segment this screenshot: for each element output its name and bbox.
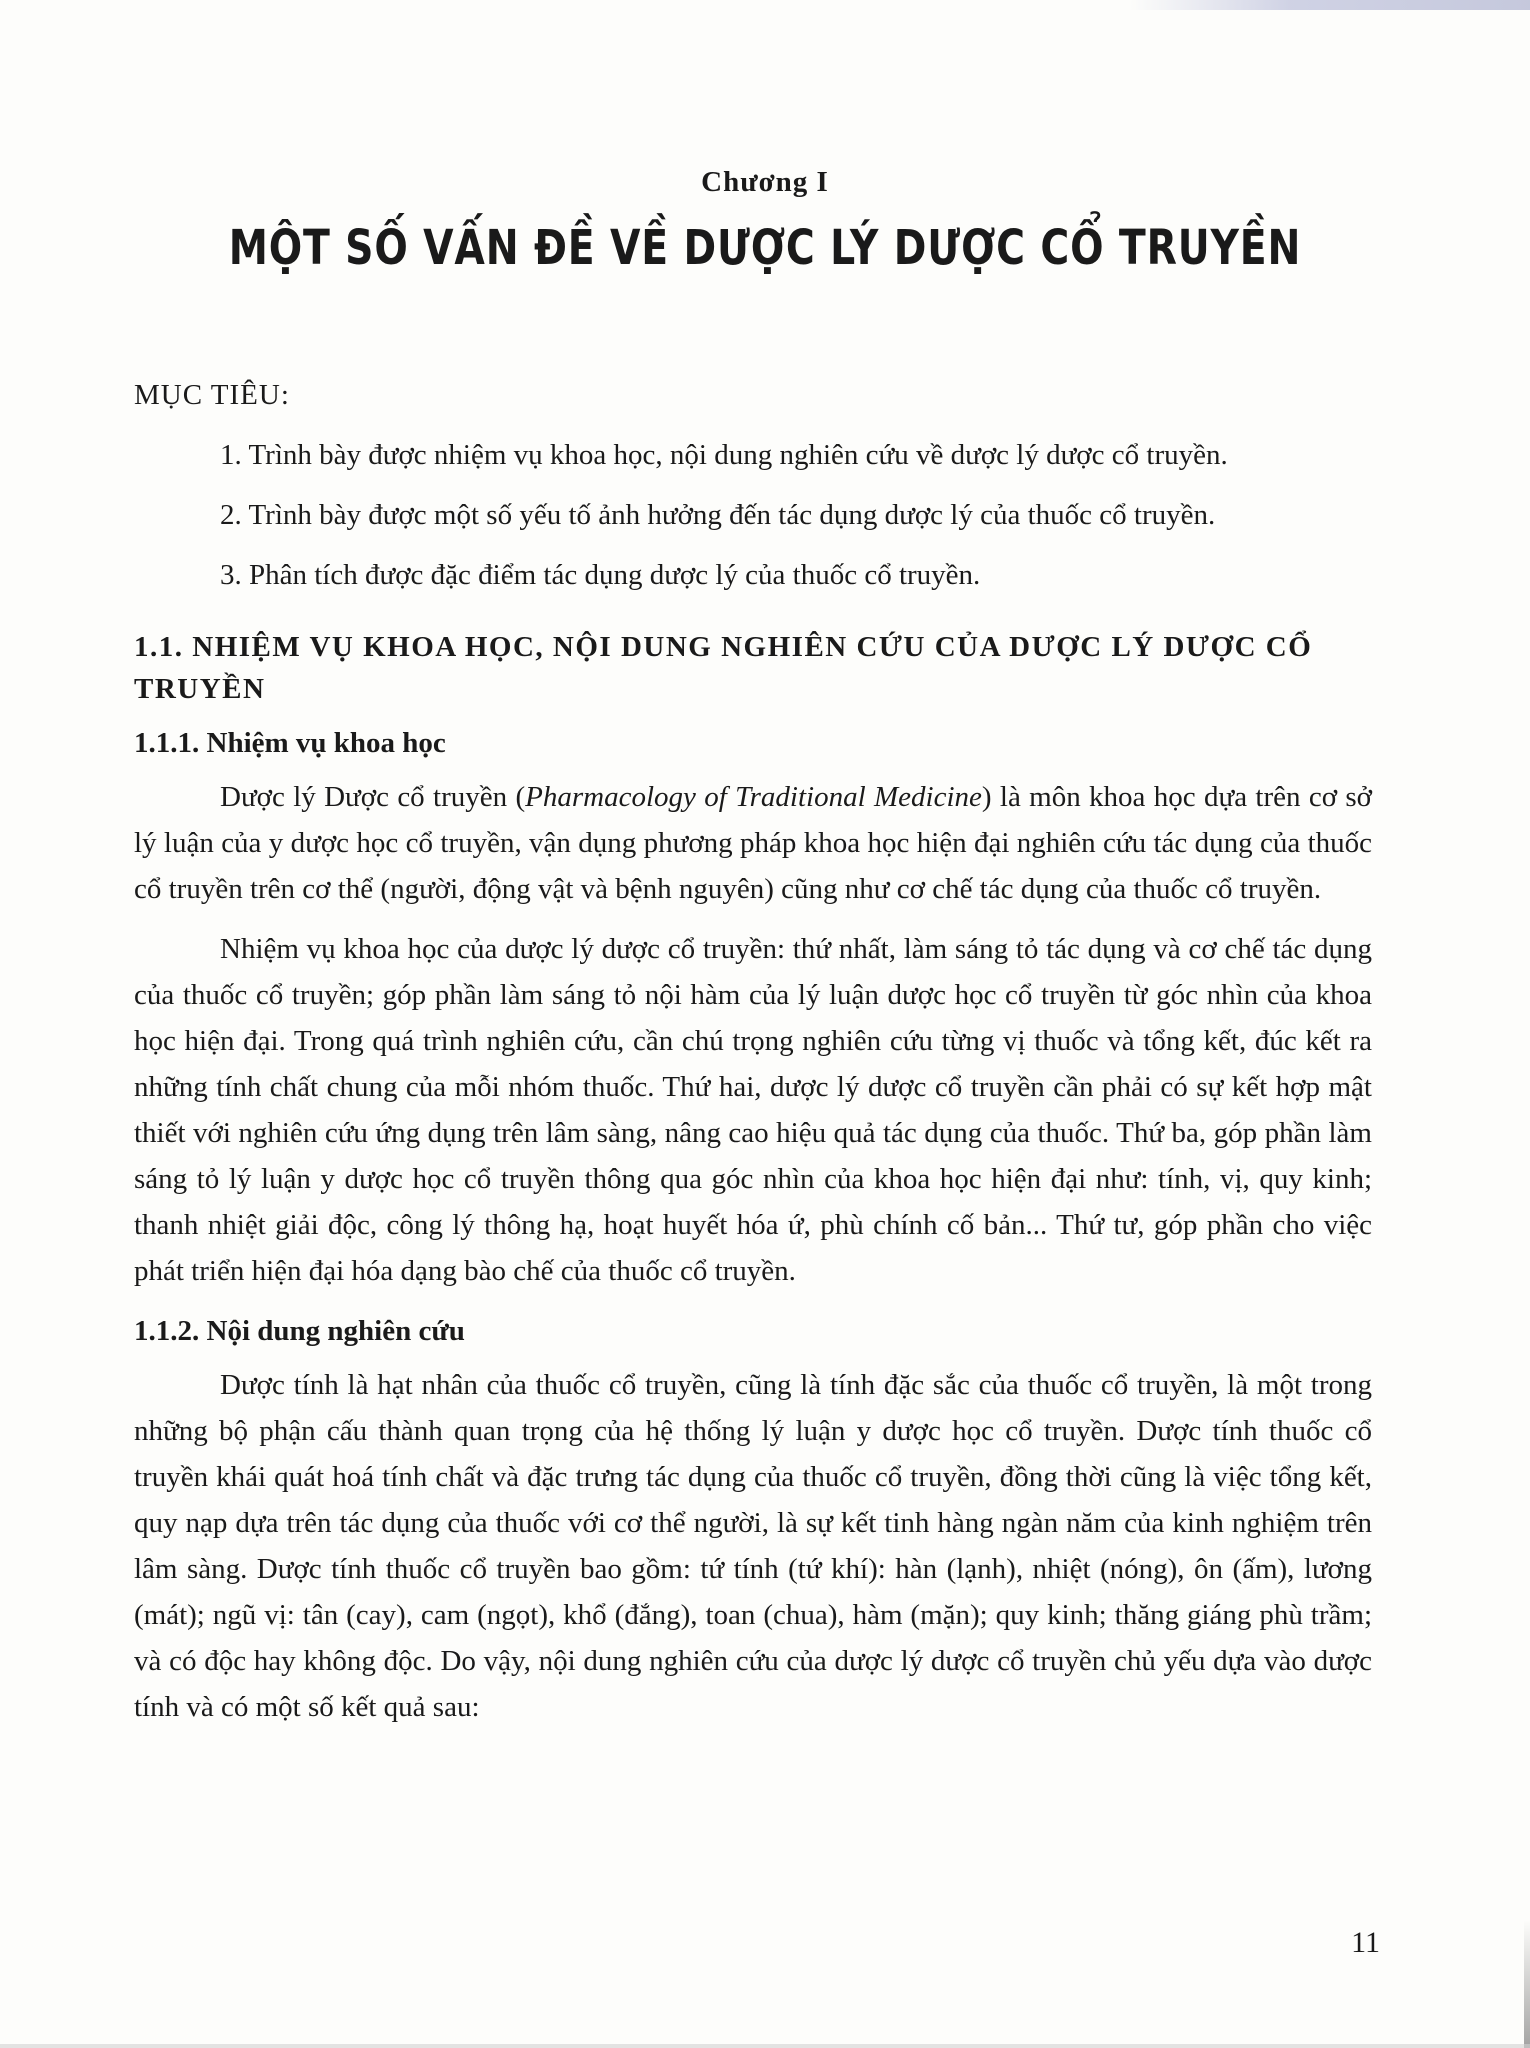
- section-heading-1-1-2: 1.1.2. Nội dung nghiên cứu: [134, 1315, 465, 1347]
- paragraph-research-content: Dược tính là hạt nhân của thuốc cổ truyền, cũng là tính đặc sắc của thuốc cổ truyền, là một trong những bộ phận cấu thành quan trọng của hệ thống lý luận y dược học cổ truyền. Dược tính thuốc cổ truyền khái quát hoá tính chất và đặc trưng tác dụng của thuốc cổ truyền, đồng thời cũng là việc tổng kết, quy nạp dựa trên tác dụng của thuốc với cơ thể người, là sự kết tinh hàng ngàn năm của kinh nghiệm trên lâm sàng. Dược tính thuốc cổ truyền bao gồm: tứ tính (tứ khí): hàn (lạnh), nhiệt (nóng), ôn (ấm), lương (mát); ngũ vị: tân (cay), cam (ngọt), khổ (đắng), toan (chua), hàm (mặn); quy kinh; thăng giáng phù trầm; và có độc hay không độc. Do vậy, nội dung nghiên cứu của dược lý dược cổ truyền chủ yếu dựa vào dược tính và có một số kết quả sau:: [134, 1369, 1372, 1723]
- paragraph-tasks: Nhiệm vụ khoa học của dược lý dược cổ truyền: thứ nhất, làm sáng tỏ tác dụng và cơ chế tác dụng của thuốc cổ truyền; góp phần làm sáng tỏ nội hàm của lý luận dược học cổ truyền từ góc nhìn của khoa học hiện đại. Trong quá trình nghiên cứu, cần chú trọng nghiên cứu từng vị thuốc và tổng kết, đúc kết ra những tính chất chung của mỗi nhóm thuốc. Thứ hai, dược lý dược cổ truyền cần phải có sự kết hợp mật thiết với nghiên cứu ứng dụng trên lâm sàng, nâng cao hiệu quả tác dụng của thuốc. Thứ ba, góp phần làm sáng tỏ lý luận y dược học cổ truyền thông qua góc nhìn của khoa học hiện đại như: tính, vị, quy kinh; thanh nhiệt giải độc, công lý thông hạ, hoạt huyết hóa ứ, phù chính cố bản... Thứ tư, góp phần cho việc phát triển hiện đại hóa dạng bào chế của thuốc cổ truyền.: [134, 933, 1372, 1287]
- section-heading-1-1-1: 1.1.1. Nhiệm vụ khoa học: [134, 727, 446, 759]
- objective-item-2: 2. Trình bày được một số yếu tố ảnh hưởng đến tác dụng dược lý của thuốc cổ truyền.: [220, 499, 1216, 531]
- chapter-label: Chương I: [701, 166, 829, 198]
- section-heading-1-1: 1.1. NHIỆM VỤ KHOA HỌC, NỘI DUNG NGHIÊN CỨU CỦA DƯỢC LÝ DƯỢC CỔ TRUYỀN: [134, 631, 1313, 705]
- objective-item-3: 3. Phân tích được đặc điểm tác dụng dược lý của thuốc cổ truyền.: [220, 559, 981, 591]
- scan-edge-bottom: [0, 2044, 1530, 2048]
- objective-item-1: 1. Trình bày được nhiệm vụ khoa học, nội dung nghiên cứu về dược lý dược cổ truyền.: [220, 439, 1228, 471]
- paragraph-definition-rest: ) là môn khoa học dựa trên cơ sở lý luận của y dược học cổ truyền, vận dụng phương pháp khoa học hiện đại nghiên cứu tác dụng của thuốc cổ truyền trên cơ thể (người, động vật và bệnh nguyên) cũng như cơ chế tác dụng của thuốc cổ truyền.: [134, 781, 1373, 905]
- scan-edge-top: [1130, 0, 1530, 10]
- body-content: [134, 372, 1372, 1744]
- english-term: Pharmacology of Traditional Medicine: [525, 781, 982, 813]
- scan-edge-right: [1524, 1920, 1530, 2048]
- paragraph-definition: [134, 774, 1372, 912]
- paragraph-definition-start: Dược lý Dược cổ truyền (: [220, 781, 526, 813]
- objectives-heading: MỤC TIÊU:: [134, 379, 290, 411]
- page-number: 11: [1351, 1926, 1380, 1959]
- chapter-title: MỘT SỐ VẤN ĐỀ VỀ DƯỢC LÝ DƯỢC CỔ TRUYỀN: [228, 220, 1302, 276]
